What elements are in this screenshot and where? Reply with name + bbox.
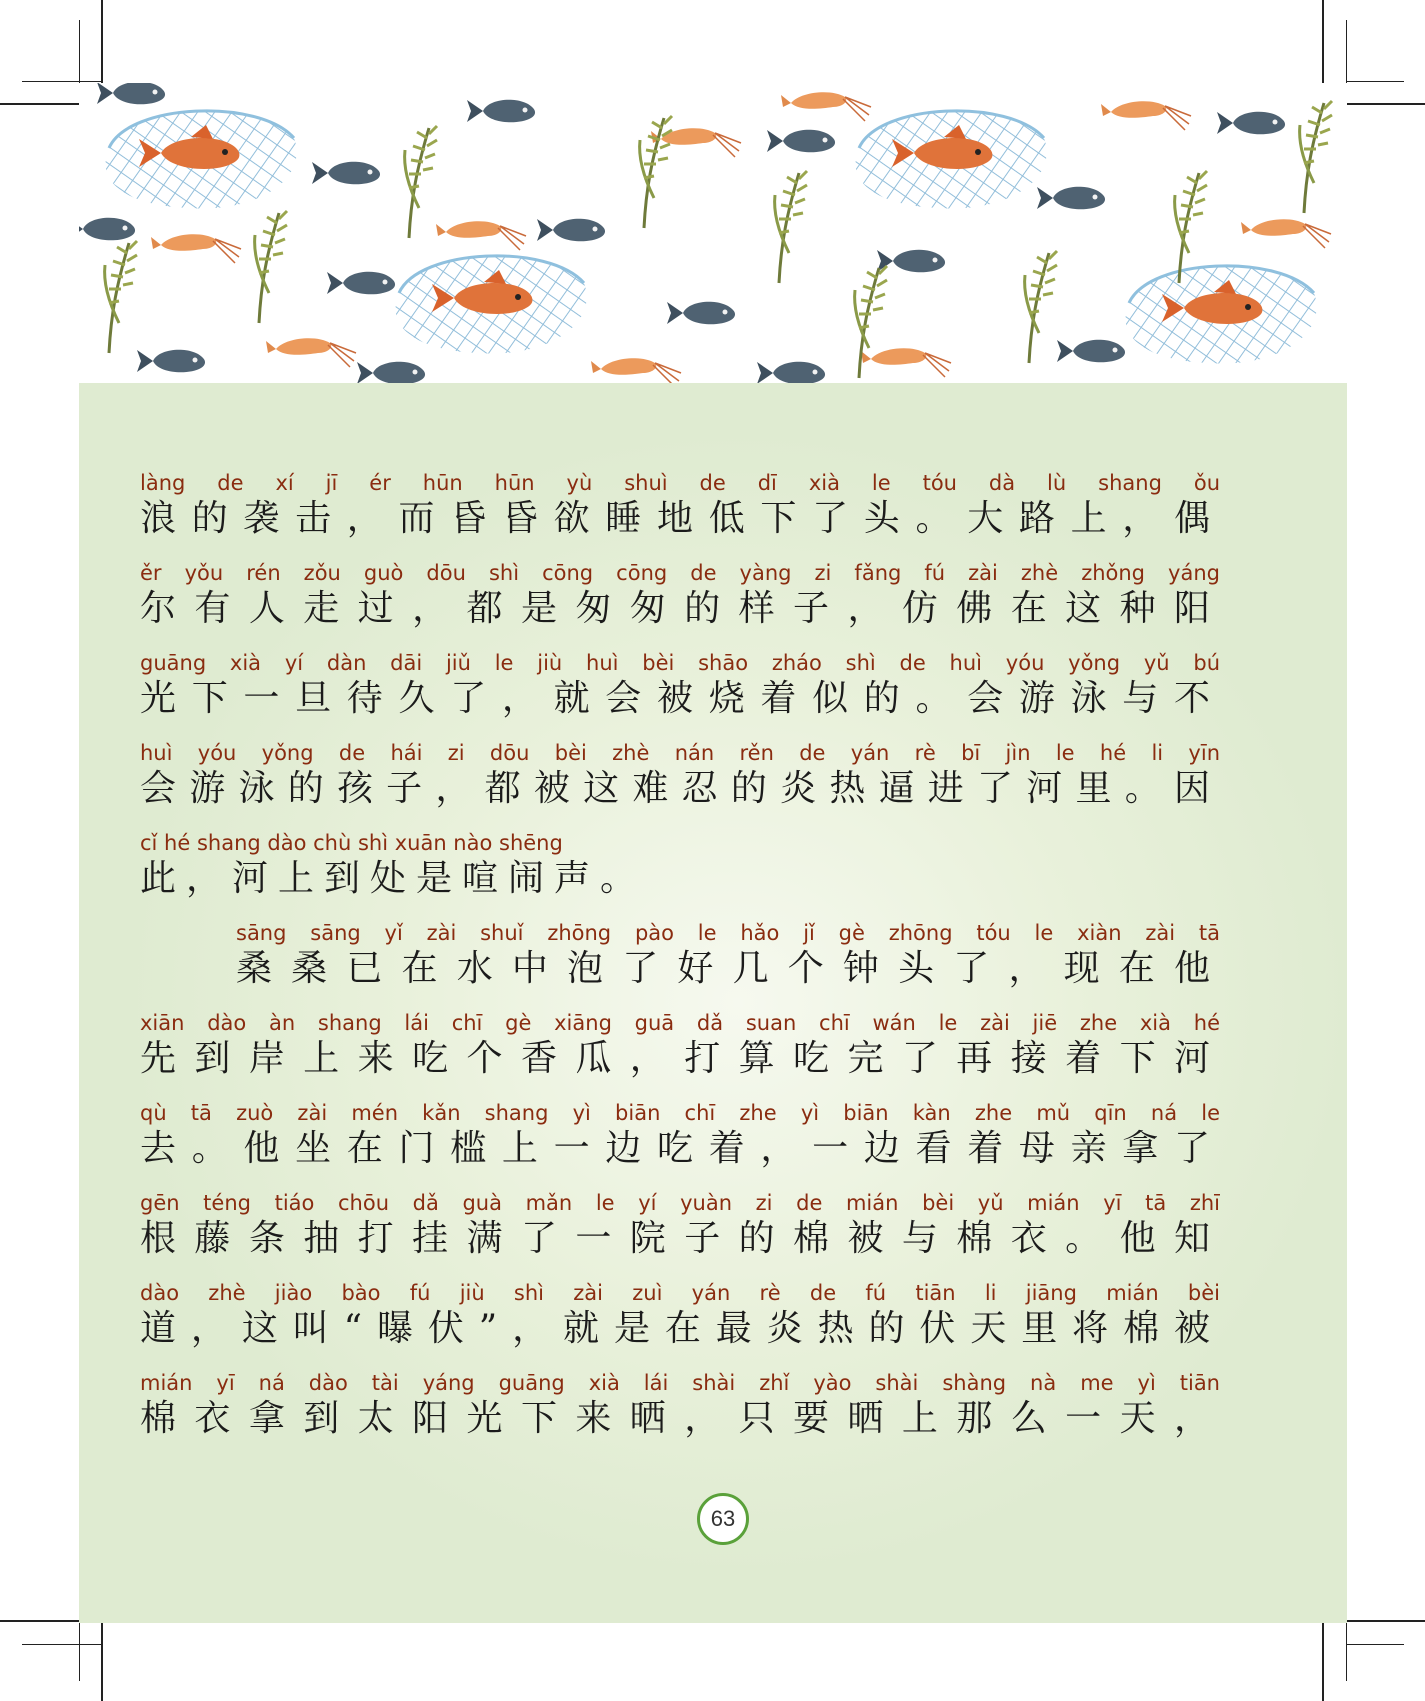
pinyin-line: guāng xià yí dàn dāi jiǔ le jiù huì bèi shāo zháo shì de huì yóu yǒng yǔ bú [140, 651, 1220, 675]
crop-mark-bl-v [101, 1620, 103, 1701]
text-line [140, 1280, 1220, 1370]
banner-artwork [79, 83, 1347, 383]
text-line [140, 740, 1220, 830]
hanzi-line: 光下一旦待久了，就会被烧着似的。会游泳与不 [140, 678, 1220, 719]
hanzi-line: 先到岸上来吃个香瓜，打算吃完了再接着下河 [140, 1038, 1220, 1079]
text-line [140, 1100, 1220, 1190]
text-line [140, 1370, 1220, 1460]
text-line [140, 560, 1220, 650]
hanzi-line: 去。他坐在门槛上一边吃着，一边看着母亲拿了 [140, 1128, 1220, 1169]
text-line [140, 920, 1220, 1010]
hanzi-line: 桑桑已在水中泡了好几个钟头了，现在他 [236, 948, 1220, 989]
pinyin-line: qù tā zuò zài mén kǎn shang yì biān chī zhe yì biān kàn zhe mǔ qīn ná le [140, 1101, 1220, 1125]
pinyin-line: gēn téng tiáo chōu dǎ guà mǎn le yí yuàn zi de mián bèi yǔ mián yī tā zhī [140, 1191, 1220, 1215]
hanzi-line: 浪的袭击，而昏昏欲睡地低下了头。大路上，偶 [140, 498, 1220, 539]
text-line [140, 1190, 1220, 1280]
fish-net-illustration-banner [79, 83, 1347, 383]
pinyin-line: làng de xí jī ér hūn hūn yù shuì de dī xià le tóu dà lù shang ǒu [140, 471, 1220, 495]
crop-mark-tl-h2 [22, 81, 102, 82]
hanzi-line: 尔有人走过，都是匆匆的样子，仿佛在这种阳 [140, 588, 1220, 629]
hanzi-line: 会游泳的孩子，都被这难忍的炎热逼进了河里。因 [140, 768, 1220, 809]
hanzi-line: 根藤条抽打挂满了一院子的棉被与棉衣。他知 [140, 1218, 1220, 1259]
page-number: 63 [697, 1493, 749, 1545]
crop-mark-bl-h2 [22, 1644, 102, 1645]
text-line [140, 1010, 1220, 1100]
pinyin-line: dào zhè jiào bào fú jiù shì zài zuì yán rè de fú tiān li jiāng mián bèi [140, 1281, 1220, 1305]
text-line [140, 650, 1220, 740]
text-line [140, 470, 1220, 560]
story-text [140, 470, 1220, 1460]
hanzi-line: 此，河上到处是喧闹声。 [140, 858, 647, 899]
pinyin-line: sāng sāng yǐ zài shuǐ zhōng pào le hǎo jǐ gè zhōng tóu le xiàn zài tā [236, 921, 1220, 945]
crop-mark-br-h2 [1346, 1644, 1404, 1645]
hanzi-line: 棉衣拿到太阳光下来晒，只要晒上那么一天， [140, 1398, 1220, 1439]
crop-mark-br-v [1322, 1620, 1324, 1701]
pinyin-line: mián yī ná dào tài yáng guāng xià lái shài zhǐ yào shài shàng nà me yì tiān [140, 1371, 1220, 1395]
crop-mark-tr-h2 [1346, 81, 1404, 82]
pinyin-line: xiān dào àn shang lái chī gè xiāng guā dǎ suan chī wán le zài jiē zhe xià hé [140, 1011, 1220, 1035]
hanzi-line: 道，这叫“曝伏”，就是在最炎热的伏天里将棉被 [140, 1308, 1220, 1349]
pinyin-line: cǐ hé shang dào chù shì xuān nào shēng [140, 831, 563, 855]
pinyin-line: huì yóu yǒng de hái zi dōu bèi zhè nán rěn de yán rè bī jìn le hé li yīn [140, 741, 1220, 765]
pinyin-line: ěr yǒu rén zǒu guò dōu shì cōng cōng de yàng zi fǎng fú zài zhè zhǒng yáng [140, 561, 1220, 585]
text-line [140, 830, 1220, 920]
